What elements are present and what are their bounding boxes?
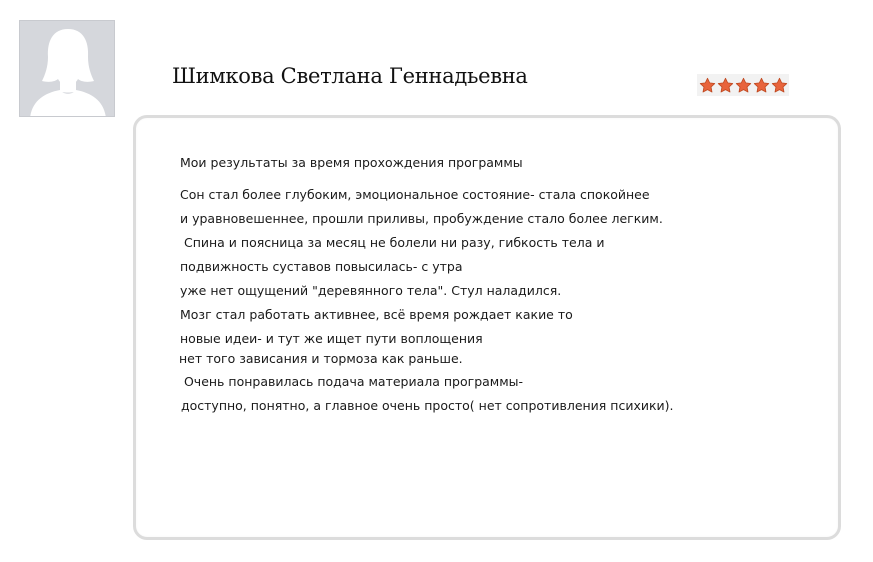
review-line: и уравновешеннее, прошли приливы, пробуждение стало более легким. (180, 211, 663, 226)
review-line: уже нет ощущений "деревянного тела". Стул наладился. (180, 283, 562, 298)
rating-stars (697, 74, 789, 96)
review-card (133, 115, 841, 540)
review-line: нет того зависания и тормоза как раньше. (179, 351, 463, 366)
review-line: Мозг стал работать активнее, всё время рождает какие то (180, 307, 573, 322)
review-heading: Мои результаты за время прохождения программы (180, 155, 523, 170)
user-silhouette-icon (20, 21, 115, 117)
review-line: подвижность суставов повысилась- с утра (180, 259, 463, 274)
review-line: Спина и поясница за месяц не болели ни разу, гибкость тела и (180, 235, 605, 250)
author-name: Шимкова Светлана Геннадьевна (172, 64, 528, 88)
star-icon (699, 77, 716, 94)
star-icon (771, 77, 788, 94)
star-icon (717, 77, 734, 94)
review-line: доступно, понятно, а главное очень просто( нет сопротивления психики). (177, 398, 674, 413)
review-line: новые идеи- и тут же ищет пути воплощения (180, 331, 483, 346)
avatar (19, 20, 115, 117)
star-icon (753, 77, 770, 94)
review-line: Сон стал более глубоким, эмоциональное состояние- стала спокойнее (180, 187, 650, 202)
star-icon (735, 77, 752, 94)
review-line: Очень понравилась подача материала программы- (180, 374, 524, 389)
